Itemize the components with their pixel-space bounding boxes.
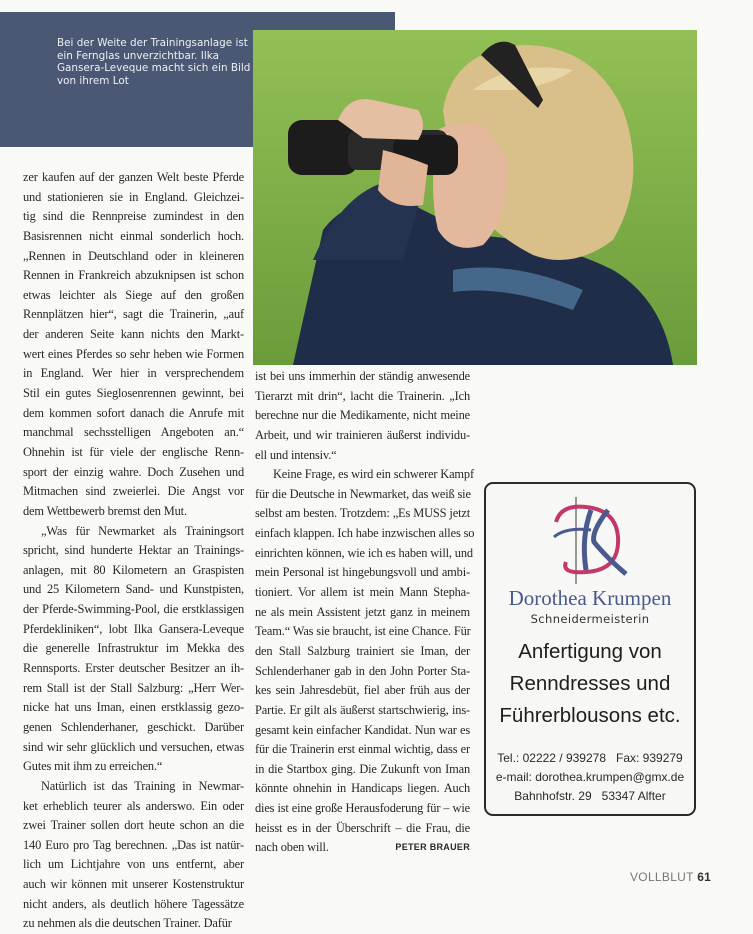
text-line (255, 426, 470, 446)
text-line (255, 544, 473, 564)
text-line (255, 779, 470, 799)
text-line-content: nicke hat uns Iman, einen erstklassig gezo- (23, 700, 244, 715)
ad-headline-line: Anfertigung von (518, 640, 662, 663)
text-line (23, 443, 244, 463)
text-line-content: Natürlich ist das Training in Newmar- (41, 778, 244, 793)
photo-caption: Bei der Weite der Trainingsanlage ist ein Fernglas unverzichtbar. Ilka Gansera-Leveque macht sich ein Bild von ihrem Lot (57, 37, 251, 87)
text-line-content: anlagen, mit 80 Kilometern an Graspisten (23, 562, 244, 577)
text-line-content: Gutes mit ihm zu erreichen.“ (23, 759, 163, 774)
ad-address: Bahnhofstr. 29 53347 Alfter (514, 789, 666, 803)
text-line (255, 642, 470, 662)
text-line-content: genen Schlenderhaner, geschickt. Darüber (23, 719, 244, 734)
ad-subtitle: Schneidermeisterin (530, 612, 650, 626)
text-line (23, 345, 244, 365)
text-line-content: manchmal sechsstelligen Angeboten an.“ (23, 425, 244, 440)
text-line (23, 639, 244, 659)
text-line-content: etwas leichter als Siege auf den großen (23, 287, 244, 302)
text-line-content: Schlenderhaner gab in den John Porter Sta- (255, 663, 470, 678)
text-line (23, 266, 244, 286)
text-line (23, 227, 244, 247)
ad-headline-line: Renndresses und (509, 672, 671, 695)
text-line (23, 600, 244, 620)
text-line (23, 738, 244, 758)
text-line (255, 504, 470, 524)
text-line (255, 367, 470, 387)
text-line (23, 914, 244, 934)
ad-headline (486, 636, 694, 732)
text-line (23, 541, 244, 561)
text-line (255, 387, 470, 407)
text-line (23, 836, 244, 856)
text-line (23, 895, 244, 915)
text-line-content: berechne nur die Medikamente, nicht meine (255, 408, 470, 423)
text-line-content: Stil ein gutes Sieglosenrennen gewinnt, bei (23, 386, 244, 401)
text-line (23, 463, 244, 483)
text-line (255, 524, 475, 544)
text-line-content: Arbeit, und wir trainieren äußerst individu- (255, 427, 470, 442)
author-byline: PETER BRAUER (395, 842, 470, 853)
text-line (23, 404, 244, 424)
text-line (255, 603, 470, 623)
text-line-content: sind wir sehr glücklich und versuchen, etwas (23, 739, 244, 754)
text-line-content: gesamt kein einfacher Kandidat. Nun war es (255, 722, 470, 737)
text-line (255, 760, 470, 780)
text-line (23, 580, 244, 600)
text-line (23, 718, 244, 738)
text-line-content: Rennsports. Erster deutscher Besitzer an ih- (23, 661, 244, 676)
text-line-content: Keine Frage, es wird ein schwerer Kampf (273, 467, 474, 482)
text-line (255, 485, 470, 505)
text-line-content: ist bei uns immerhin der ständig anwesende (255, 369, 470, 383)
text-line (23, 875, 244, 895)
text-line-content: 140 Euro pro Tag berechnen. „Das ist natür- (23, 837, 244, 852)
text-line (255, 446, 470, 466)
text-line-content: Tierarzt mit drin“, lacht die Trainerin. „Ich (255, 388, 470, 403)
text-line-content: Mitmachen sind zweierlei. Die Angst vor (23, 484, 244, 499)
text-line-content: zer kaufen auf der ganzen Welt beste Pferde (23, 170, 244, 184)
text-line (23, 286, 244, 306)
article-column-middle (255, 367, 475, 858)
text-line (23, 561, 244, 581)
text-line-content: heisst es in der Überschrift – die Frau, die (255, 820, 470, 835)
text-line (23, 188, 244, 208)
text-line-content: einrichten können, wie ich es haben will, und (255, 545, 473, 560)
text-line-content: und 25 Kilometern Sand- und Kunstpisten, (23, 582, 244, 597)
ad-phone-fax: Tel.: 02222 / 939278 Fax: 939279 (497, 751, 683, 765)
text-line (23, 659, 244, 679)
text-line-content: „Was für Newmarket als Trainingsort (41, 523, 244, 538)
text-line (23, 679, 244, 699)
text-line-content: selbst am besten. Trotzdem: „Es MUSS jetzt (255, 506, 470, 521)
text-line-content: mein Personal ist hingebungsvoll und ambi- (255, 565, 470, 580)
text-line (23, 305, 244, 325)
text-line-content: in die Startbox ging. Die Zukunft von Iman (255, 761, 470, 776)
text-line-content: dem kommen sofort danach die Anrufe mit (23, 405, 244, 420)
text-line-content: Rennen in Frankreich abzuknipsen ist schon (23, 268, 244, 283)
text-line (23, 482, 244, 502)
text-line (255, 799, 470, 819)
text-line-content: einfach klappen. Ich habe inzwischen alles so (255, 526, 475, 541)
text-line-content: Pferdekliniken“, lobt Ilka Gansera-Leveque (23, 621, 244, 636)
ad-business-name: Dorothea Krumpen (508, 586, 672, 610)
text-line (23, 247, 244, 267)
text-line (255, 662, 470, 682)
text-line-content: Ohnehin ist für viele der englische Renn- (23, 444, 244, 459)
text-line-content: dem Wettbewerb bremst den Mut. (23, 503, 187, 518)
text-line (23, 423, 244, 443)
text-line-content: Rennplätzen hier“, sagt die Trainerin, „auf (23, 307, 244, 322)
photo-illustration (253, 30, 697, 365)
text-line (23, 168, 244, 188)
dk-monogram-logo (546, 492, 636, 587)
text-line-content: und stationieren sie in England. Gleichzei- (23, 189, 244, 204)
text-line-content: den Stall Salzburg trainiert sie Iman, der (255, 643, 470, 658)
text-line-content: wert eines Pferdes so sehr heben wie Formen (23, 346, 244, 361)
text-line-content: tioniert. Vor allem ist mein Mann Stepha- (255, 585, 470, 600)
text-line-content: für die Deutsche in Newmarket, das weiß sie (255, 486, 471, 501)
text-line (255, 721, 470, 741)
article-column-left (23, 168, 244, 934)
text-line (23, 698, 244, 718)
text-line-content: könnte ohnehin in Handicaps liegen. Auch (255, 781, 470, 796)
text-line-content: Partie. Er gilt als äußerst startschwierig, ins- (255, 702, 470, 717)
magazine-name: VOLLBLUT (630, 870, 694, 884)
text-line (255, 740, 470, 760)
text-line-content: dies ist eine große Herausfoderung für – wie (255, 801, 470, 816)
text-line-content: der Pferde-Swimming-Pool, die erstklassigen (23, 602, 244, 617)
text-line (23, 502, 244, 522)
text-line-content: zu nehmen als die deutschen Trainer. Dafür (23, 916, 232, 931)
text-line-content: nicht anders, als deutlich höhere Tagessätze (23, 896, 244, 911)
text-line-content: spricht, sind hunderte Hektar an Trainings- (23, 543, 244, 558)
text-line (255, 465, 474, 485)
text-line (23, 384, 244, 404)
ad-headline-line: Führerblousons etc. (499, 704, 681, 727)
text-line-content: auch wir können mit unserer Kostenstruktur (23, 877, 244, 892)
text-line-content: Basisrennen nicht einmal sonderlich hoch. (23, 228, 244, 243)
text-line (23, 325, 244, 345)
text-line (23, 207, 244, 227)
text-line-content: zwei Trainer sollen dort heute schon an die (23, 818, 244, 833)
text-line-content: Team.“ Was sie braucht, ist eine Chance. Für (255, 624, 471, 639)
text-line-content: kes sein Jahresdebüt, fiel aber früh aus der (255, 683, 470, 698)
photo-woman-with-binoculars (253, 30, 697, 365)
text-line-content: für die Trainerin erst einmal wichtig, dass er (255, 742, 470, 757)
text-line (255, 819, 470, 839)
text-line (23, 757, 244, 777)
text-line (23, 816, 244, 836)
text-line-content: lich um Lichtjahre von uns entfernt, aber (23, 857, 244, 872)
text-line-content: sport der einzig wahre. Doch Zusehen und (23, 464, 244, 479)
text-line (255, 622, 470, 642)
page-number: 61 (697, 870, 712, 884)
text-line-content: nach oben will. (255, 840, 329, 855)
text-line (23, 777, 244, 797)
text-line-content: rem Stall ist der Stall Salzburg: „Herr Wer- (23, 680, 244, 695)
text-line-content: der anderen Seite kann nichts den Markt- (23, 327, 244, 342)
advertisement-dorothea-krumpen (484, 482, 696, 816)
text-line (255, 583, 470, 603)
text-line-content: in England. Wer hier in versprechendem (23, 366, 244, 381)
text-line (23, 522, 244, 542)
ad-contact (486, 749, 694, 806)
ad-email[interactable]: e-mail: dorothea.krumpen@gmx.de (495, 770, 685, 784)
text-line (255, 701, 470, 721)
text-line (255, 681, 470, 701)
text-line-content: ell und intensiv.“ (255, 447, 337, 462)
text-line (23, 620, 244, 640)
text-line (23, 797, 244, 817)
text-line (23, 855, 244, 875)
text-line (255, 838, 470, 858)
text-line-content: ket erheblich teurer als anderswo. Ein oder (23, 798, 244, 813)
text-line-content: tig sind die Rennpreise zumindest in den (23, 209, 244, 224)
text-line-content: ne als mein Assistent jetzt ganz in meinem (255, 604, 470, 619)
text-line (255, 406, 470, 426)
text-line-content: die generelle Infrastruktur im Mekka des (23, 641, 244, 656)
text-line-content: „Rennen in Deutschland oder in kleineren (23, 248, 244, 263)
text-line (23, 364, 244, 384)
text-line (255, 563, 470, 583)
page-footer (630, 870, 711, 884)
